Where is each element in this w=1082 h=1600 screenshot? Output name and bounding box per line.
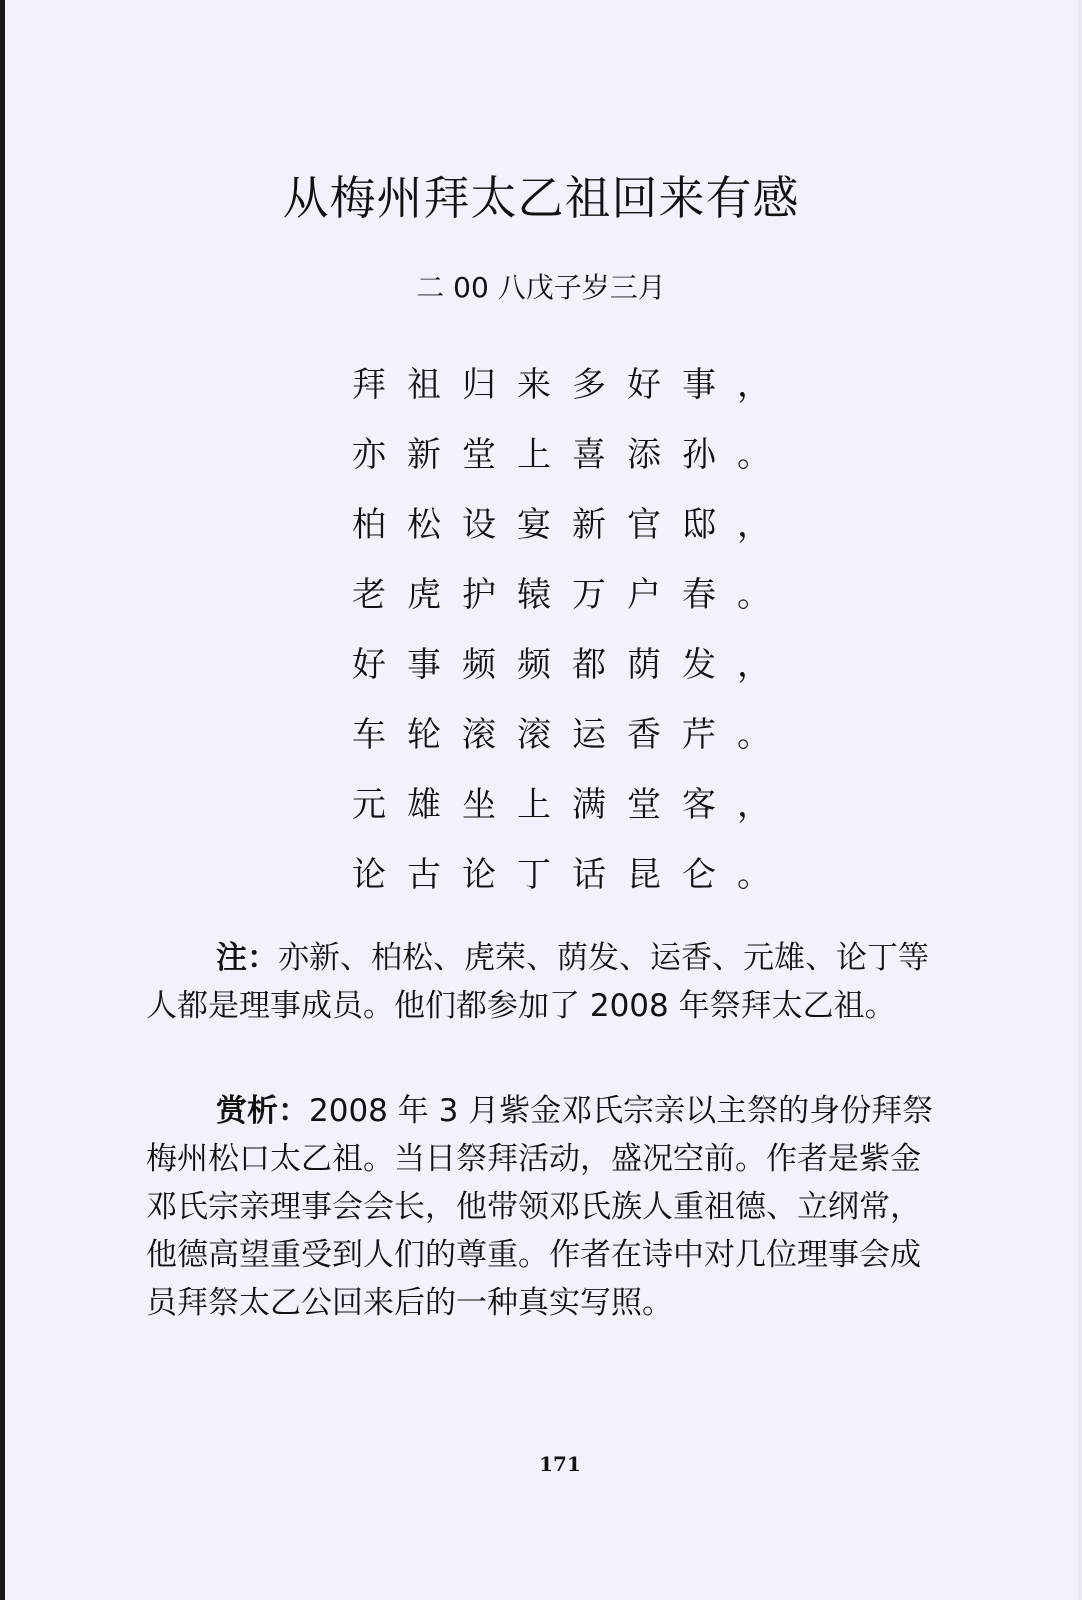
- poem-line: 亦新堂上喜添孙。: [352, 435, 792, 475]
- analysis-text: 2008 年 3 月紫金邓氏宗亲以主祭的身份拜祭梅州松口太乙祖。当日祭拜活动，盛况空前。作者是紫金邓氏宗亲理事会会长，他带领邓氏族人重祖德、立纲常，他德高望重受到人们的尊重。作者在诗中对几位理事会成员拜祭太乙公回来后的一种真实写照。: [146, 1093, 934, 1321]
- scan-edge-left: [0, 0, 5, 1600]
- scan-edge-right: [1078, 0, 1082, 1600]
- poem-line: 车轮滚滚运香芹。: [352, 715, 792, 755]
- note-paragraph: [146, 934, 946, 1030]
- poem-line: 柏松设宴新官邸，: [352, 505, 792, 545]
- poem-line: 元雄坐上满堂客，: [352, 785, 792, 825]
- poem-line: 老虎护辕万户春。: [352, 575, 792, 615]
- note-text: 亦新、柏松、虎荣、荫发、运香、元雄、论丁等人都是理事成员。他们都参加了 2008 年祭拜太乙祖。: [146, 940, 929, 1024]
- poem-line: 拜祖归来多好事，: [352, 365, 792, 405]
- analysis-paragraph: [146, 1087, 946, 1327]
- poem-line: 论古论丁话昆仑。: [352, 855, 792, 895]
- poem-body: [352, 362, 792, 922]
- page-number: 171: [539, 1452, 581, 1476]
- poem-line: 好事频频都荫发，: [352, 645, 792, 685]
- poem-title: 从梅州拜太乙祖回来有感: [282, 171, 800, 225]
- note-label: 注：: [216, 940, 278, 976]
- analysis-label: 赏析：: [216, 1093, 309, 1129]
- poem-date: 二 00 八戊子岁三月: [416, 271, 666, 304]
